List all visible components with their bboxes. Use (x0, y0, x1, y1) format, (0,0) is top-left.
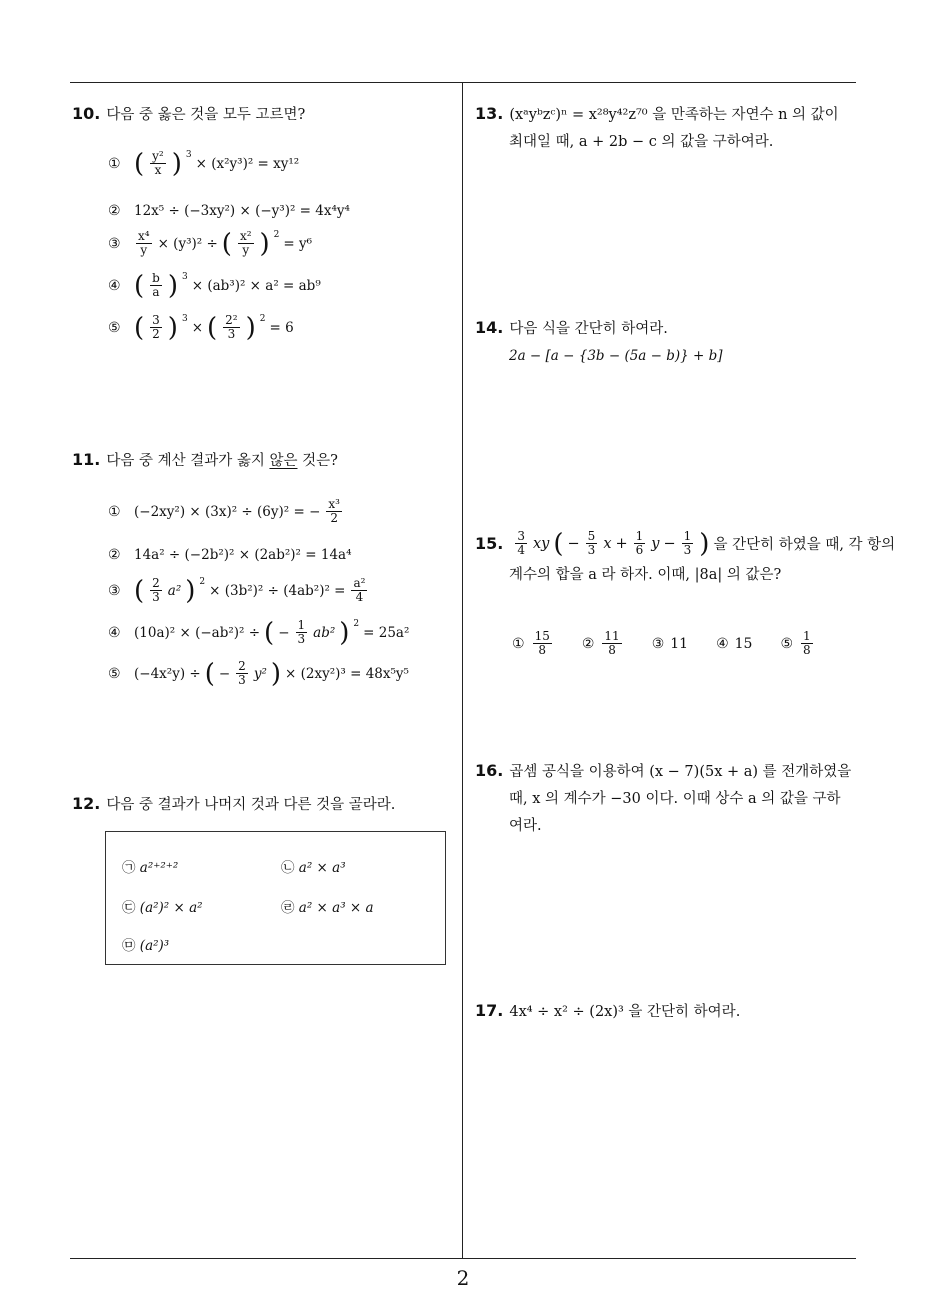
answer-choice: ③ 11 (651, 635, 689, 652)
question-14: 14. 다음 식을 간단히 하여라. 2a − [a − {3b − (5a − b)} + b] (475, 318, 723, 364)
top-rule (70, 82, 856, 83)
q11-choice-5: ⑤ (−4x²y) ÷ ( − $\frac{2}{3}$ y² ) × (2xy²)³ = 48x⁵y⁵ (108, 658, 409, 689)
q10-choice-5: ⑤ ( $\frac{3}{2}$ ) $^3$ × ( $\frac{\text{2²}}{3}$ ) $^2$ = 6 (108, 312, 294, 343)
option-item: ㉣ a² × a³ × a (281, 900, 374, 916)
q10-choice-1: ① ( $\frac{\text{y²}}{x}$ ) $^3$ × (x²y³)² = xy¹² (108, 148, 300, 179)
options-box (105, 831, 446, 965)
q15-choices (512, 630, 815, 657)
question-number: 15. (475, 534, 504, 553)
question-10 (72, 101, 305, 128)
question-number: 14. (475, 318, 504, 337)
question-11: 11. 다음 중 계산 결과가 옳지 않은 것은? (72, 450, 338, 469)
option-item: ㉢ (a²)² × a² (122, 900, 203, 916)
question-number: 10. (72, 104, 101, 123)
question-12: 12. 다음 중 결과가 나머지 것과 다른 것을 골라라. (72, 794, 396, 813)
question-text: 다음 중 옳은 것을 모두 고르면? (106, 107, 306, 123)
question-13: 13. (xᵃyᵇzᶜ)ⁿ = x²⁸y⁴²z⁷⁰ 을 만족하는 자연수 n 의 값이 최대일 때, a + 2b − c 의 값을 구하여라. (475, 104, 839, 150)
q11-choice-2: ② 14a² ÷ (−2b²)² × (2ab²)² = 14a⁴ (108, 547, 352, 563)
question-16: 16. 곱셈 공식을 이용하여 (x − 7)(5x + a) 를 전개하였을 때, x 의 계수가 −30 이다. 이때 상수 a 의 값을 구하 여라. (475, 761, 852, 834)
question-17: 17. 4x⁴ ÷ x² ÷ (2x)³ 을 간단히 하여라. (475, 1001, 741, 1020)
q10-choice-3: ③ $\frac{\text{x⁴}}{y}$ × (y³)² ÷ ( $\frac{\text{x²}}{y}$ ) $^2$ = y⁶ (108, 228, 313, 259)
question-number: 17. (475, 1001, 504, 1020)
answer-choice: ② $\frac{11}{8}$ (581, 629, 620, 657)
column-divider (462, 83, 463, 1258)
question-number: 11. (72, 450, 101, 469)
answer-choice: ④ 15 (716, 635, 753, 652)
question-number: 13. (475, 104, 504, 123)
answer-choice: ① $\frac{15}{8}$ (512, 629, 550, 657)
question-number: 16. (475, 761, 504, 780)
underlined-word: 않은 (269, 453, 298, 469)
option-item: ㉡ a² × a³ (281, 860, 346, 876)
q11-choice-3: ③ ( $\frac{2}{3}$ a² ) $^2$ × (3b²)² ÷ (4ab²)² = $\frac{\text{a²}}{4}$ (108, 575, 366, 606)
question-15: 15. $\frac{3}{4}$ xy ( − $\frac{5}{3}$ x + $\frac{1}{6}$ y − $\frac{1}{3}$ ) 을 간단히 하였을 때, 각 항의 계수의 합을 a 라 하자. 이때, |8a| 의 값은? (475, 528, 896, 583)
bottom-rule (70, 1258, 856, 1259)
q10-choice-4: ④ ( $\frac{b}{a}$ ) $^3$ × (ab³)² × a² = ab⁹ (108, 270, 321, 301)
q11-choice-1: ① (−2xy²) × (3x)² ÷ (6y)² = − $\frac{\text{x³}}{2}$ (108, 497, 340, 525)
answer-choice: ⑤ $\frac{1}{8}$ (780, 629, 811, 657)
question-number: 12. (72, 794, 101, 813)
q11-choice-4: ④ (10a)² × (−ab²)² ÷ ( − $\frac{1}{3}$ ab² ) $^2$ = 25a² (108, 617, 410, 648)
option-item: ㉤ (a²)³ (122, 938, 170, 954)
q10-choice-2: ② 12x⁵ ÷ (−3xy²) × (−y³)² = 4x⁴y⁴ (108, 203, 350, 219)
option-item: ㉠ a²⁺²⁺² (122, 860, 179, 876)
page-number: 2 (456, 1266, 470, 1290)
